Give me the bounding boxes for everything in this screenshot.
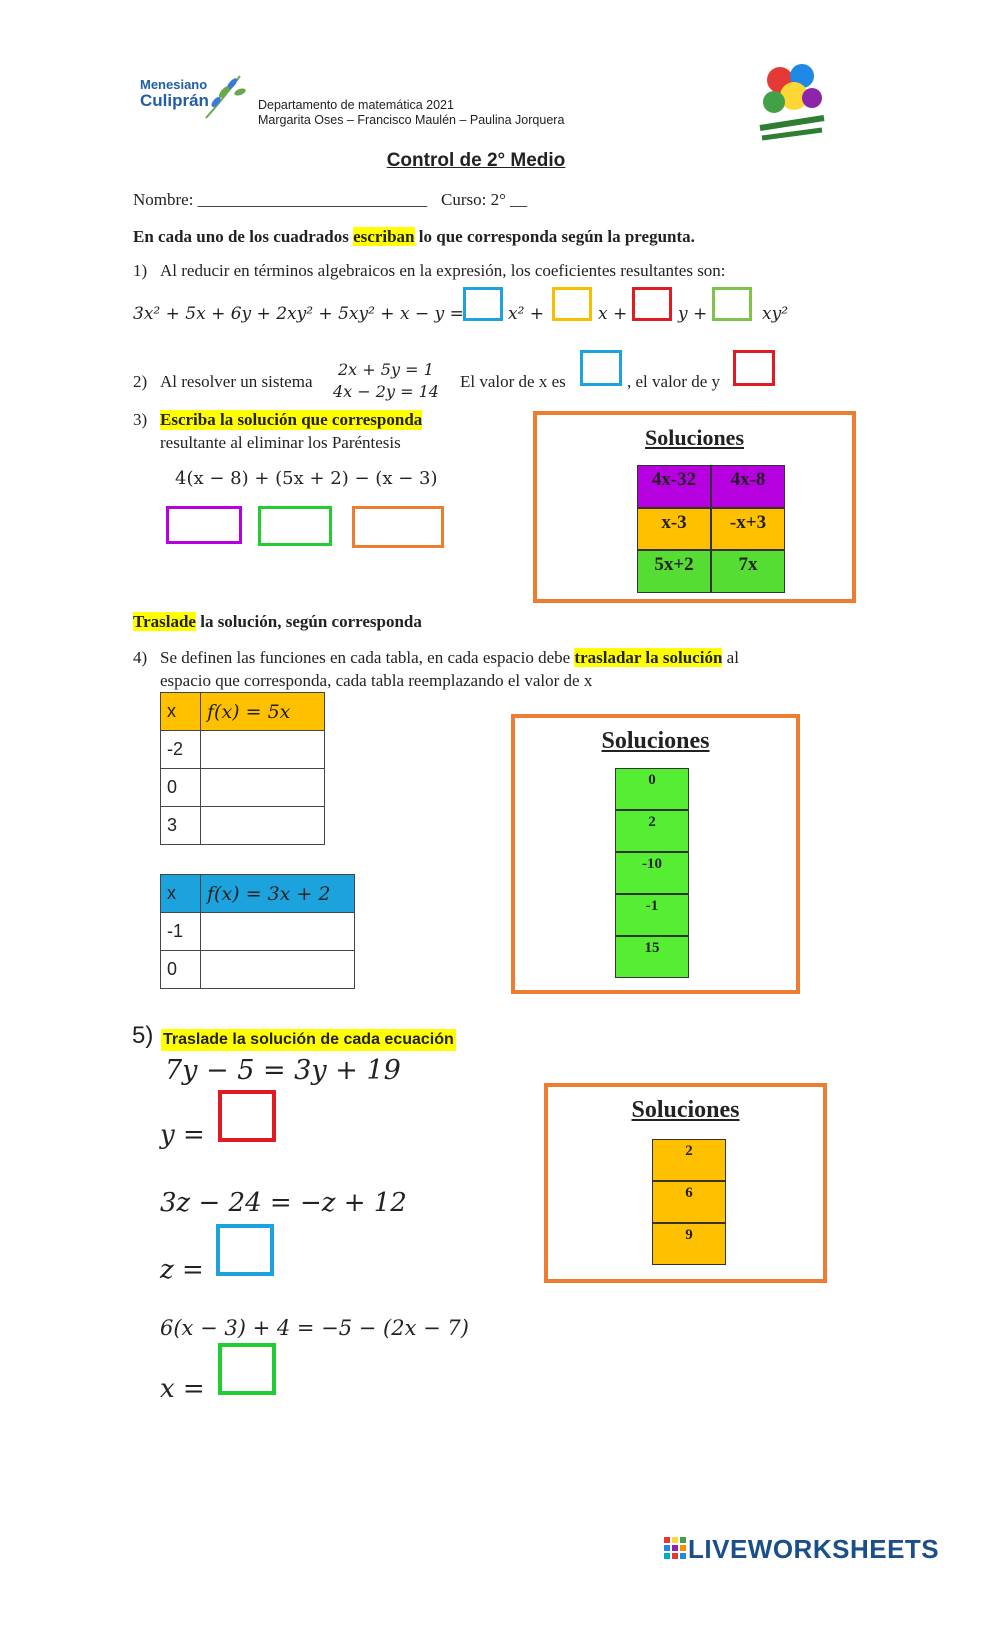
q1-term-xy2: xy² xyxy=(762,304,789,324)
curso-label: Curso: 2° __ xyxy=(441,190,528,209)
table-drop-cell[interactable] xyxy=(201,807,325,845)
table-drop-cell[interactable] xyxy=(201,951,355,989)
q1-coef-x-box[interactable] xyxy=(552,287,592,321)
page-title: Control de 2° Medio xyxy=(386,150,566,171)
q3-highlight: Escriba la solución que corresponda xyxy=(160,410,423,429)
q4-highlight: trasladar la solución xyxy=(574,648,723,667)
q5-var-y: y = xyxy=(160,1120,205,1150)
q4-solution-chip[interactable]: 15 xyxy=(615,936,689,978)
q4-solution-chip[interactable]: 2 xyxy=(615,810,689,852)
q5-solutions-title: Soluciones xyxy=(631,1097,740,1123)
function-table-2 xyxy=(160,874,355,989)
liveworksheets-wordmark: LIVEWORKSHEETS xyxy=(688,1534,940,1564)
q5-eq2: 3z − 24 = −z + 12 xyxy=(160,1188,407,1218)
leaf-icon xyxy=(202,70,246,122)
q2-y-box[interactable] xyxy=(733,350,775,386)
table-cell-x: 0 xyxy=(161,769,201,807)
q1-expression: 3x² + 5x + 6y + 2xy² + 5xy² + x − y = xyxy=(133,304,464,324)
q3-solutions-panel xyxy=(533,411,856,603)
table-cell-x: 3 xyxy=(161,807,201,845)
q4-solution-chip[interactable]: 0 xyxy=(615,768,689,810)
q3-solution-chip[interactable]: 5x+2 xyxy=(637,550,711,593)
table-drop-cell[interactable] xyxy=(201,769,325,807)
q3-solution-chip[interactable]: x-3 xyxy=(637,508,711,550)
q3-solution-chip[interactable]: 4x-32 xyxy=(637,465,711,508)
traslade-line xyxy=(133,612,422,632)
instructions-post: lo que corresponda según la pregunta. xyxy=(414,227,695,246)
q1-coef-y-box[interactable] xyxy=(632,287,672,321)
table-cell-x: 0 xyxy=(161,951,201,989)
q5-highlight: Traslade la solución de cada ecuación xyxy=(161,1029,456,1051)
table-cell-x: -2 xyxy=(161,731,201,769)
function-table-1 xyxy=(160,692,325,845)
curso-field[interactable] xyxy=(513,188,539,210)
q3-answer-box-green[interactable] xyxy=(258,506,332,546)
q3-solution-chip[interactable]: -x+3 xyxy=(711,508,785,550)
table-row xyxy=(161,951,355,989)
q5-solutions-panel xyxy=(544,1083,827,1283)
liveworksheets-grid-icon xyxy=(664,1537,686,1561)
q1-coef-x2-box[interactable] xyxy=(463,287,503,321)
table-header-x: x xyxy=(161,693,201,731)
teachers-line: Margarita Oses – Francisco Maulén – Paulina Jorquera xyxy=(258,113,565,127)
q5-var-x: x = xyxy=(160,1374,205,1404)
table-header-x: x xyxy=(161,875,201,913)
instructions-pre: En cada uno de los cuadrados xyxy=(133,227,354,246)
q2-eq2: 4x − 2y = 14 xyxy=(333,382,439,401)
traslade-text: la solución, según corresponda xyxy=(195,612,422,631)
school-logo-line1: Menesiano xyxy=(140,77,208,92)
instructions xyxy=(133,227,695,247)
q2-x-box[interactable] xyxy=(580,350,622,386)
table-cell-x: -1 xyxy=(161,913,201,951)
q5-solution-chip[interactable]: 2 xyxy=(652,1139,726,1181)
q3-text: resultante al eliminar los Paréntesis xyxy=(160,433,401,452)
table-header-row xyxy=(161,693,325,731)
q1-number: 1) xyxy=(133,261,148,280)
table-row xyxy=(161,731,325,769)
q4-solutions-panel xyxy=(511,714,800,994)
table-header-fx: f(x) = 3x + 2 xyxy=(201,875,355,913)
nombre-label: Nombre: ___________________________ xyxy=(133,190,428,209)
table-drop-cell[interactable] xyxy=(201,731,325,769)
table-drop-cell[interactable] xyxy=(201,913,355,951)
q4-solution-chip[interactable]: -10 xyxy=(615,852,689,894)
school-logo xyxy=(140,78,250,128)
q4-solution-chip[interactable]: -1 xyxy=(615,894,689,936)
q5-y-box[interactable] xyxy=(218,1090,276,1142)
q3-expression: 4(x − 8) + (5x + 2) − (x − 3) xyxy=(175,468,438,489)
instructions-highlight: escriban xyxy=(353,227,415,246)
table-header-row xyxy=(161,875,355,913)
q5-z-box[interactable] xyxy=(216,1224,274,1276)
q2-x-label: El valor de x es xyxy=(460,372,566,391)
q5-number: 5) xyxy=(132,1022,154,1049)
traslade-highlight: Traslade xyxy=(133,612,196,631)
q5-var-z: z = xyxy=(160,1255,204,1285)
q2-number: 2) xyxy=(133,372,148,391)
q5-eq3: 6(x − 3) + 4 = −5 − (2x − 7) xyxy=(160,1316,469,1340)
q1-term-x2: x² + xyxy=(508,304,545,324)
q1-text: Al reducir en términos algebraicos en la expresión, los coeficientes resultantes son: xyxy=(160,261,726,280)
q5-solution-chip[interactable]: 6 xyxy=(652,1181,726,1223)
q3-answer-box-orange[interactable] xyxy=(352,506,444,548)
q5-eq1: 7y − 5 = 3y + 19 xyxy=(165,1055,401,1086)
q4-text-line2: espacio que corresponda, cada tabla reemplazando el valor de x xyxy=(160,671,593,690)
q4-text xyxy=(160,648,739,668)
q3-solution-chip[interactable]: 7x xyxy=(711,550,785,593)
q2-eq1: 2x + 5y = 1 xyxy=(338,360,434,379)
q5-solution-chip[interactable]: 9 xyxy=(652,1223,726,1265)
q4-solutions-title: Soluciones xyxy=(601,728,710,754)
q3-solution-chip[interactable]: 4x-8 xyxy=(711,465,785,508)
q2-text: Al resolver un sistema xyxy=(160,372,313,391)
table-row xyxy=(161,769,325,807)
q3-number: 3) xyxy=(133,410,148,429)
q3-answer-box-purple[interactable] xyxy=(166,506,242,544)
q1-term-x: x + xyxy=(598,304,628,324)
q1-coef-xy2-box[interactable] xyxy=(712,287,752,321)
q1-term-y: y + xyxy=(678,304,708,324)
nombre-field[interactable] xyxy=(205,188,437,210)
q4-text-post: al xyxy=(722,648,739,667)
q4-number: 4) xyxy=(133,648,148,667)
department-line: Departamento de matemática 2021 xyxy=(258,98,454,112)
q5-x-box[interactable] xyxy=(218,1343,276,1395)
q2-y-label: , el valor de y xyxy=(627,372,720,391)
table-row xyxy=(161,913,355,951)
school-logo-line2: Culiprán xyxy=(140,91,209,110)
q3-solutions-title: Soluciones xyxy=(644,425,745,450)
q4-text-pre: Se definen las funciones en cada tabla, en cada espacio debe xyxy=(160,648,575,667)
table-header-fx: f(x) = 5x xyxy=(201,693,325,731)
table-row xyxy=(161,807,325,845)
artisans-logo xyxy=(752,58,832,148)
